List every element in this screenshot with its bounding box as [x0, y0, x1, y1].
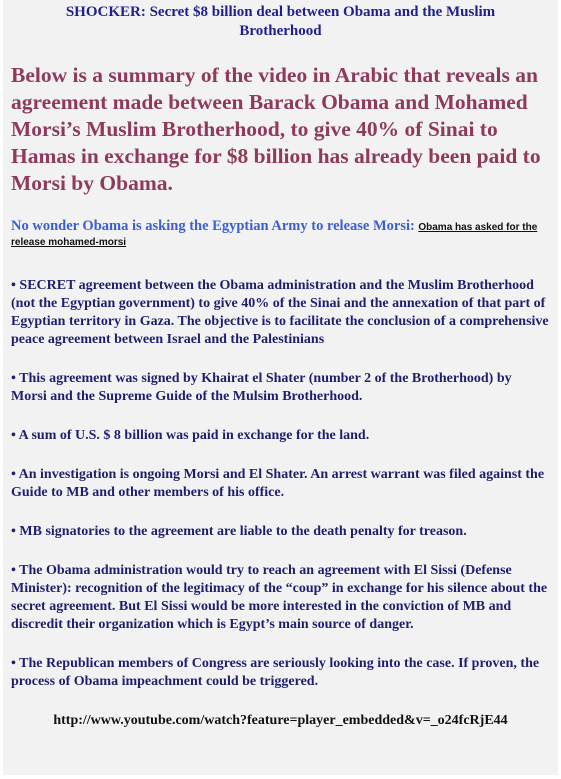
headline	[11, 3, 550, 41]
no-wonder-text: No wonder Obama is asking the Egyptian Army to release Morsi:	[11, 218, 415, 234]
article-page	[3, 0, 558, 775]
bullet-secret-agreement: • SECRET agreement between the Obama administration and the Muslim Brotherhood (not the Egyptian government) to give 40% of the Sinai and the annexation of that part of Egyptian territory in Gaza. The objective is to facilitate the conclusion of a comprehensive peace agreement between Israel and the Palestinians	[11, 278, 549, 347]
release-morsi-link[interactable]: Obama has asked for the release mohamed-morsi	[11, 222, 538, 248]
no-wonder-paragraph	[11, 219, 550, 250]
bullet-sum-paid: • A sum of U.S. $ 8 billion was paid in exchange for the land.	[11, 428, 370, 443]
video-summary: Below is a summary of the video in Arabic that reveals an agreement made between Barack Obama and Mohamed Morsi’s Muslim Brotherhood, to give 40% of Sinai to Hamas in exchange for $8 billion has already been paid to Morsi by Obama.	[11, 63, 541, 195]
bullet-list	[11, 277, 550, 691]
headline-line-2: Brotherhood	[239, 23, 322, 39]
headline-line-1: SHOCKER: Secret $8 billion deal between Obama and the Muslim	[65, 4, 496, 20]
bullet-signed-by: • This agreement was signed by Khairat el Shater (number 2 of the Brotherhood) by Morsi and the Supreme Guide of the Mulsim Brotherhood.	[11, 371, 512, 404]
bullet-investigation: • An investigation is ongoing Morsi and El Shater. An arrest warrant was filed against the Guide to MB and other members of his office.	[11, 467, 545, 500]
youtube-url: http://www.youtube.com/watch?feature=player_embedded&v=_o24fcRjE44	[53, 713, 508, 728]
bullet-congress: • The Republican members of Congress are seriously looking into the case. If proven, the process of Obama impeachment could be triggered.	[11, 656, 540, 689]
bullet-el-sissi: • The Obama administration would try to reach an agreement with El Sissi (Defense Minister): recognition of the legitimacy of the “coup” in exchange for his silence about the secret agreement. But El Sissi would be more interested in the conviction of MB and discredit their organization which is Egypt’s main source of danger.	[11, 563, 548, 632]
bullet-death-penalty: • MB signatories to the agreement are liable to the death penalty for treason.	[11, 524, 467, 539]
